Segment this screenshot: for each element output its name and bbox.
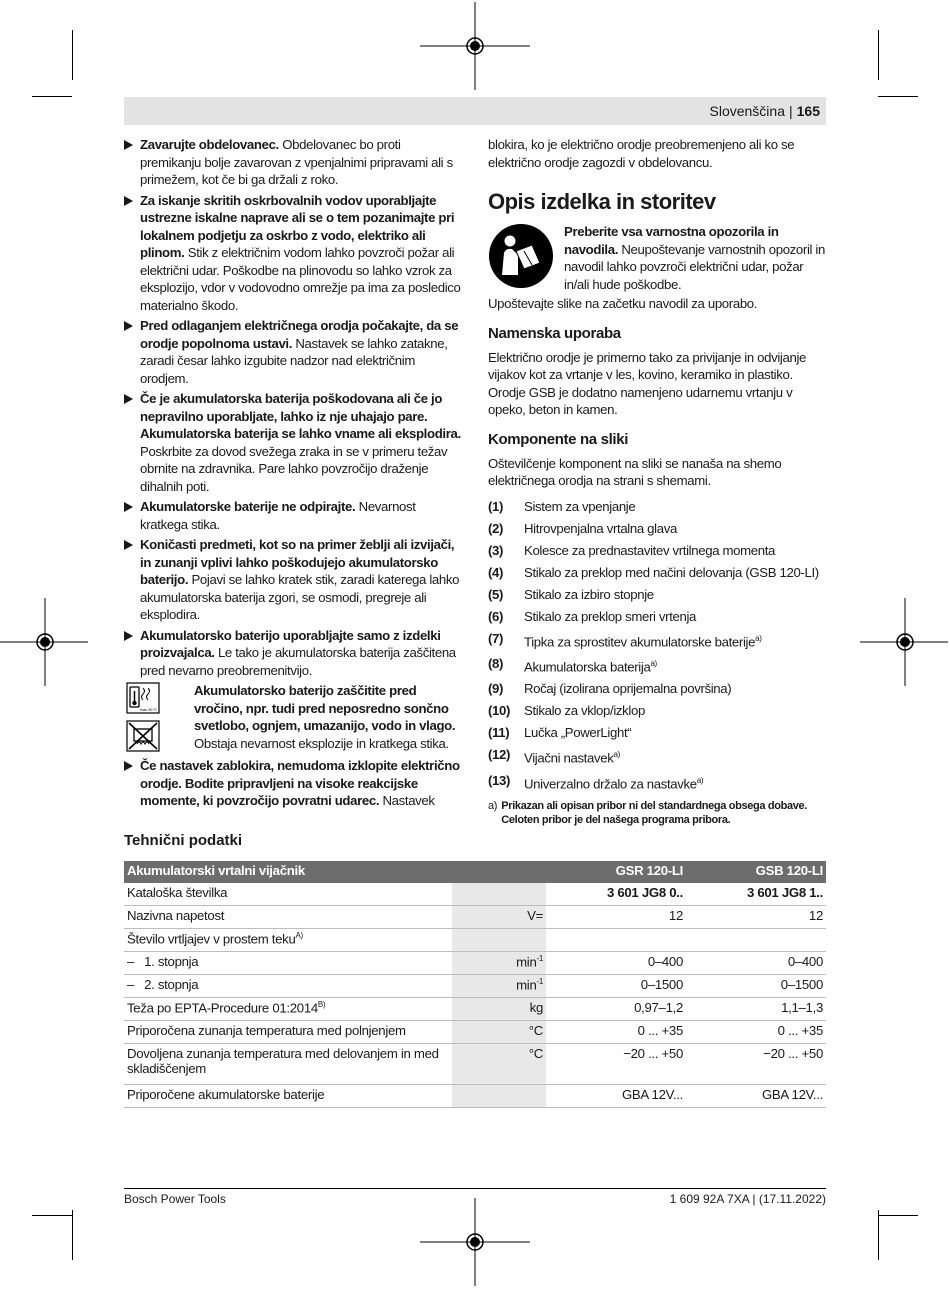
table-row — [124, 1085, 826, 1108]
component-number: (9) — [488, 681, 504, 697]
component-item — [488, 678, 826, 700]
unit-text: min — [516, 954, 537, 970]
heat-warning — [124, 682, 464, 754]
component-item — [488, 562, 826, 584]
row-unit — [452, 952, 546, 975]
row-unit — [452, 1085, 546, 1108]
component-item — [488, 770, 826, 795]
row-unit: V= — [452, 906, 546, 929]
row-value-gsb: −20 ... +50 — [686, 1044, 826, 1085]
intended-use-title: Namenska uporaba — [488, 324, 621, 342]
footer-rule — [124, 1188, 826, 1189]
unit-exponent: -1 — [536, 977, 543, 986]
crop-mark — [878, 1215, 918, 1216]
row-value-gsb: GBA 12V... — [686, 1085, 826, 1108]
bullet-bold: Pred odlaganjem električnega orodja počakajte, da se orodje popolnoma ustavi. — [140, 318, 459, 351]
bullet-text: Obdelovanec bo proti premikanju bolje zavarovan z vpenjalnimi pripravami ali s primežem, kot če bi ga držali z roko. — [140, 137, 453, 187]
bullet-bold: Za iskanje skritih oskrbovalnih vodov uporabljajte ustrezne iskalne naprave ali se o tem pozanimajte pri lokalnem podjetju za oskrbo z vodo, elektriko ali plinom. — [140, 192, 455, 260]
row-label-text: Priporočene akumulatorske baterije — [127, 1087, 325, 1102]
component-label: Akumulatorska baterija — [524, 659, 651, 675]
row-value-gsb: 0–1500 — [686, 975, 826, 998]
heat-protection-icon — [126, 682, 160, 714]
component-label: Hitrovpenjalna vrtalna glava — [524, 520, 677, 536]
component-label: Kolesce za prednastavitev vrtilnega momenta — [524, 542, 776, 558]
intended-use-text: Električno orodje je primerno tako za privijanje in odvijanje vijakov kot za vrtanje v les, kovino, keramiko in plastiko. Orodje GSB je dodatno namenjeno udarnemu vrtanju v opeko, beton in kamen. — [488, 349, 807, 417]
table-row — [124, 975, 826, 998]
safety-bullet — [124, 498, 464, 533]
component-item — [488, 722, 826, 744]
safety-bullet — [124, 317, 464, 387]
row-unit: kg — [452, 998, 546, 1021]
bullet-text: Poskrbite za dovod svežega zraka in se v primeru težav obrnite na zdravnika. Pare lahko povzročijo draženje dihalnih poti. — [140, 443, 448, 494]
footnote-letter: a) — [488, 800, 498, 813]
row-label-text: Priporočena zunanja temperatura med polnjenjem — [127, 1023, 406, 1038]
row-label — [124, 1044, 452, 1085]
component-footnote-mark: a) — [650, 658, 657, 668]
row-label — [124, 929, 452, 952]
component-label: Ročaj (izolirana oprijemalna površina) — [524, 681, 732, 697]
header-cell: GSR 120-LI — [546, 861, 686, 883]
component-number: (4) — [488, 564, 504, 580]
read-warning-text: Neupoštevanje varnostnih opozoril in navodil lahko povzroči električni udar, požar in/ali hude poškodbe. — [564, 241, 825, 292]
row-label — [124, 1085, 452, 1108]
read-warning-bold: Preberite vsa varnostna opozorila in navodila. — [564, 224, 779, 257]
component-number: (1) — [488, 498, 504, 514]
component-label: Univerzalno držalo za nastavke — [524, 776, 697, 792]
section-title: Opis izdelka in storitev — [488, 189, 716, 214]
component-number: (6) — [488, 608, 504, 624]
components-list — [488, 496, 826, 796]
read-instructions-warning — [488, 223, 826, 293]
bullet-text: Stik z električnim vodom lahko povzroči požar ali električni udar. Poškodbe na plinovodu so lahko vzrok za eksplozijo, vdor v vodovodno omrežje pa ima za posledico materialno škodo. — [140, 245, 461, 313]
row-label — [124, 1021, 452, 1044]
row-unit: °C — [452, 1044, 546, 1085]
component-item — [488, 700, 826, 722]
row-value-gsr: 12 — [546, 906, 686, 929]
component-item — [488, 584, 826, 606]
component-label: Stikalo za vklop/izklop — [524, 703, 645, 719]
component-number: (8) — [488, 655, 504, 671]
component-label: Vijačni nastavek — [524, 750, 614, 766]
row-value-gsb — [686, 929, 826, 952]
row-label-text: – 2. stopnja — [127, 977, 199, 992]
safety-bullet — [124, 192, 464, 315]
row-label-text: Število vrtljajev v prostem teku — [127, 931, 296, 947]
row-unit — [452, 975, 546, 998]
safety-bullet — [124, 136, 464, 189]
component-label: Stikalo za izbiro stopnje — [524, 586, 654, 602]
figures-note: Upoštevajte slike na začetku navodil za uporabo. — [488, 296, 758, 311]
row-value-gsr: 3 601 JG8 0.. — [546, 883, 686, 906]
registration-mark-right — [860, 598, 950, 688]
table-row — [124, 952, 826, 975]
crop-mark — [878, 30, 879, 80]
row-label — [124, 998, 452, 1021]
row-value-gsr: −20 ... +50 — [546, 1044, 686, 1085]
bullet-arrow-icon — [124, 502, 133, 512]
component-number: (7) — [488, 630, 504, 646]
row-label — [124, 883, 452, 906]
row-label — [124, 975, 452, 998]
component-number: (5) — [488, 586, 504, 602]
header-cell: Akumulatorski vrtalni vijačnik — [124, 861, 452, 883]
row-label-text: Teža po EPTA-Procedure 01:2014 — [127, 1000, 318, 1016]
registration-mark-bottom — [420, 1198, 530, 1288]
row-value-gsr — [546, 929, 686, 952]
safety-bullet — [124, 757, 464, 810]
bullet-text: Nastavek se lahko zatakne, zaradi česar lahko izgubite nadzor nad električnim orodjem. — [140, 335, 448, 386]
components-title: Komponente na sliki — [488, 430, 629, 448]
footer-brand: Bosch Power Tools — [124, 1192, 226, 1206]
component-label: Tipka za sprostitev akumulatorske baterije — [524, 633, 756, 649]
row-value-gsb: 1,1–1,3 — [686, 998, 826, 1021]
header-language: Slovenščina — [709, 103, 785, 119]
component-item — [488, 744, 826, 769]
row-unit — [452, 883, 546, 906]
tech-data-title: Tehnični podatki — [124, 832, 243, 849]
row-label — [124, 906, 452, 929]
crop-mark — [878, 1210, 879, 1260]
bullet-bold: Če nastavek zablokira, nemudoma izklopite električno orodje. Bodite pripravljeni na visoke reakcijske momente, ki povzročijo povratni udarec. — [140, 758, 460, 808]
crop-mark — [32, 1215, 72, 1216]
safety-bullet — [124, 627, 464, 680]
page-header: Slovenščina | 165 — [124, 97, 826, 125]
row-value-gsb: 0–400 — [686, 952, 826, 975]
component-footnote-mark: a) — [755, 633, 762, 643]
safety-bullet — [124, 390, 464, 495]
table-row — [124, 998, 826, 1021]
component-footnote-mark: a) — [696, 775, 704, 785]
row-value-gsb: 12 — [686, 906, 826, 929]
bullet-bold: Zavarujte obdelovanec. — [140, 137, 279, 152]
component-item — [488, 540, 826, 562]
bullet-text: Pojavi se lahko kratek stik, zaradi katerega lahko akumulatorska baterija zgori, se osmodi, pregreje ali eksplodira. — [140, 572, 460, 622]
component-item — [488, 518, 826, 540]
bullet-bold: Koničasti predmeti, kot so na primer žeblji ali izvijači, in zunanji vplivi lahko poškodujejo akumulatorsko baterijo. — [140, 537, 455, 587]
row-unit: °C — [452, 1021, 546, 1044]
table-row — [124, 906, 826, 929]
bullet-text: Nastavek — [379, 793, 435, 808]
component-number: (12) — [488, 747, 511, 763]
crop-mark — [72, 30, 73, 80]
bullet-bold: Akumulatorske baterije ne odpirajte. — [140, 499, 356, 514]
row-label — [124, 952, 452, 975]
heat-warning-bold: Akumulatorsko baterijo zaščitite pred vročino, npr. tudi pred neposredno sončno svetlobo, ognjem, umazanijo, vodo in vlago. — [194, 683, 456, 733]
crop-mark — [32, 96, 72, 97]
row-value-gsb: 0 ... +35 — [686, 1021, 826, 1044]
row-value-gsr: 0–400 — [546, 952, 686, 975]
table-row — [124, 929, 826, 952]
component-label: Sistem za vpenjanje — [524, 498, 636, 514]
bullet-arrow-icon — [124, 321, 133, 331]
table-row — [124, 1021, 826, 1044]
component-number: (13) — [488, 772, 511, 788]
row-value-gsr: 0–1500 — [546, 975, 686, 998]
bullet-bold: Če je akumulatorska baterija poškodovana ali če jo nepravilno uporabljate, lahko iz nje uhajajo pare. Akumulatorska baterija se lahko vname ali eksplodira. — [140, 391, 461, 441]
bullet-text: Le tako je akumulatorska baterija zaščitena pred nevarno preobremenitvijo. — [140, 645, 456, 678]
crop-mark — [72, 1210, 73, 1260]
footnote-text: Prikazan ali opisan pribor ni del standardnega obsega dobave. Celoten pribor je del našega programa pribora. — [501, 800, 807, 827]
bullet-arrow-icon — [124, 394, 133, 404]
components-intro: Oštevilčenje komponent na sliki se nanaša na shemo električnega orodja na strani s shemami. — [488, 455, 782, 488]
footer-doc-number: 1 609 92A 7XA | (17.11.2022) — [669, 1192, 826, 1206]
bullet-arrow-icon — [124, 196, 133, 206]
component-number: (3) — [488, 542, 504, 558]
component-item — [488, 496, 826, 518]
component-label: Stikalo za preklop med načini delovanja (GSB 120-LI) — [524, 564, 819, 580]
left-column — [124, 136, 464, 813]
unit-exponent: -1 — [536, 954, 543, 963]
continued-text: blokira, ko je električno orodje preobremenjeno ali ko se električno orodje zagozdi v obdelovancu. — [488, 137, 795, 170]
bullet-arrow-icon — [124, 631, 133, 641]
component-item — [488, 628, 826, 653]
heat-warning-text: Obstaja nevarnost eksplozije in kratkega stika. — [194, 735, 449, 751]
table-row — [124, 1044, 826, 1085]
registration-mark-top — [420, 2, 530, 92]
component-number: (10) — [488, 703, 511, 719]
row-unit — [452, 929, 546, 952]
no-fire-water-icon — [126, 720, 160, 752]
component-label: Lučka „PowerLight“ — [524, 725, 632, 741]
component-number: (11) — [488, 725, 510, 741]
component-footnote-mark: a) — [613, 750, 620, 760]
header-cell — [452, 861, 546, 883]
bullet-text: Nevarnost kratkega stika. — [140, 499, 416, 532]
row-label-text: Nazivna napetost — [127, 908, 225, 923]
safety-bullet — [124, 536, 464, 624]
row-value-gsr: 0 ... +35 — [546, 1021, 686, 1044]
table-row — [124, 883, 826, 906]
bullet-arrow-icon — [124, 761, 133, 771]
unit-text: min — [516, 977, 537, 993]
bullet-arrow-icon — [124, 540, 133, 550]
read-manual-icon — [488, 223, 554, 289]
components-footnote — [488, 799, 826, 827]
component-item — [488, 653, 826, 678]
component-label: Stikalo za preklop smeri vrtenja — [524, 608, 697, 624]
row-label-text: Dovoljena zunanja temperatura med delovanjem in med skladiščenjem — [127, 1046, 439, 1076]
row-value-gsb: 3 601 JG8 1.. — [686, 883, 826, 906]
tech-data-table — [124, 861, 826, 1108]
page-number: 165 — [796, 103, 820, 119]
component-number: (2) — [488, 520, 504, 536]
crop-mark — [878, 96, 918, 97]
table-header-row — [124, 861, 826, 883]
registration-mark-left — [0, 598, 90, 688]
row-footnote-mark: A) — [295, 931, 303, 940]
component-item — [488, 606, 826, 628]
row-label-text: – 1. stopnja — [127, 954, 199, 969]
row-label-text: Kataloška številka — [127, 885, 228, 900]
bullet-arrow-icon — [124, 140, 133, 150]
temp-limit-label: max. 50 °C — [140, 708, 157, 712]
header-cell: GSB 120-LI — [686, 861, 826, 883]
row-value-gsr: 0,97–1,2 — [546, 998, 686, 1021]
right-column — [488, 136, 826, 827]
bullet-bold: Akumulatorsko baterijo uporabljajte samo z izdelki proizvajalca. — [140, 627, 441, 660]
row-footnote-mark: B) — [317, 1000, 326, 1009]
row-value-gsr: GBA 12V... — [546, 1085, 686, 1108]
